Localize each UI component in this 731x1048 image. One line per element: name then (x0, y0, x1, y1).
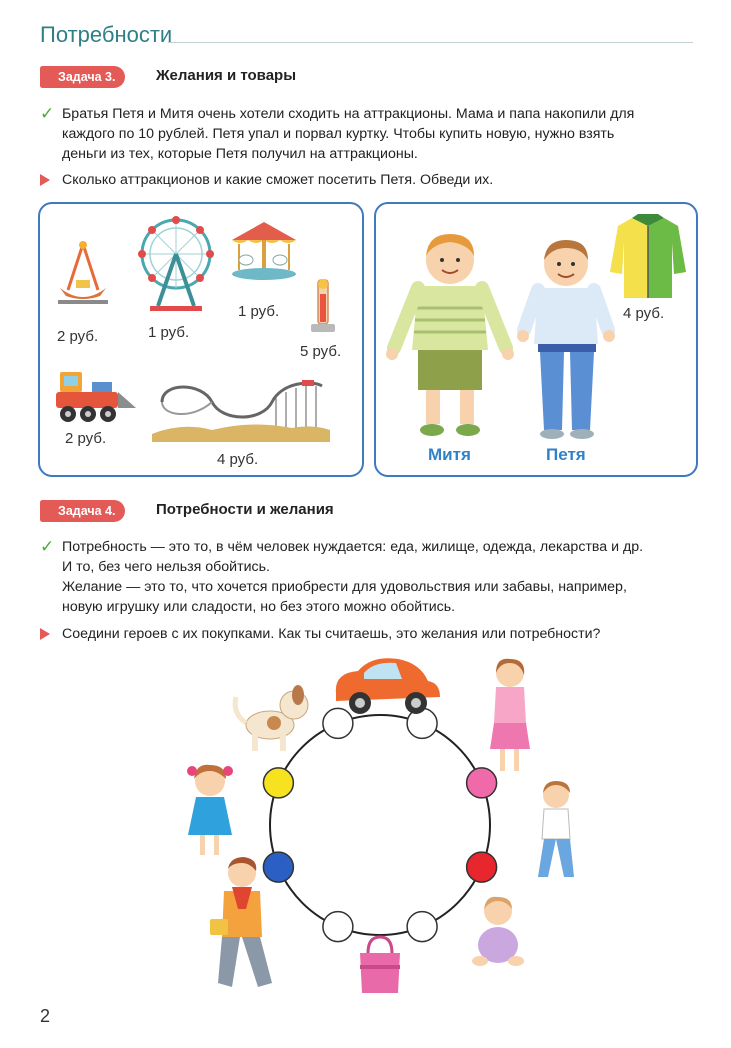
task3-text (62, 104, 702, 164)
page-number: 2 (40, 1006, 51, 1026)
task4-title: Потребности и желания (156, 501, 334, 518)
task3-text-line: каждого по 10 рублей. Петя упал и порвал куртку. Чтобы купить новую, нужно взять (62, 126, 615, 142)
matching-diagram (160, 645, 640, 1005)
task3-text-line: Братья Петя и Митя очень хотели сходить на аттракционы. Мама и папа накопили для (62, 106, 635, 122)
matching-ring (270, 715, 490, 935)
toy-car-icon (336, 658, 440, 714)
pirate-ship-ride-icon (54, 240, 112, 306)
boys-panel (374, 202, 698, 477)
dog-icon (235, 685, 308, 751)
ring-dot[interactable] (467, 768, 497, 798)
handbag-icon (360, 937, 400, 993)
boy-name-mitya: Митя (428, 445, 471, 464)
toy-train-icon (52, 368, 142, 424)
ferris-wheel-icon (136, 214, 216, 314)
baby-icon (472, 897, 524, 966)
task3-instruction: Сколько аттракционов и какие сможет посетить Петя. Обведи их. (62, 172, 494, 188)
task3-badge: Задача 3. (40, 66, 125, 88)
ring-dot[interactable] (407, 912, 437, 942)
task4-text-line: Желание — это то, что хочется приобрести для удовольствия или забавы, например, (62, 579, 627, 595)
task4-text-line: И то, без чего нельзя обойтись. (62, 559, 270, 575)
task4-instruction: Соедини героев с их покупками. Как ты считаешь, это желания или потребности? (62, 626, 601, 642)
attractions-panel (38, 202, 364, 477)
ring-dot[interactable] (263, 768, 293, 798)
task4-text-line: Потребность — это то, в чём человек нуждается: еда, жилище, одежда, лекарства и др. (62, 539, 644, 555)
attraction-price: 1 руб. (148, 324, 190, 341)
woman-icon (490, 659, 530, 771)
arrow-icon (40, 174, 50, 186)
attraction-price: 1 руб. (238, 303, 280, 320)
task4-badge: Задача 4. (40, 500, 125, 522)
task3-text-line: деньги из тех, которые Петя получил на аттракционы. (62, 146, 418, 162)
arrow-icon (40, 628, 50, 640)
ring-dot[interactable] (323, 708, 353, 738)
boy-name-petya: Петя (546, 445, 586, 464)
roller-coaster-icon (152, 372, 330, 442)
attraction-price: 2 руб. (57, 328, 99, 345)
page-title: Потребности (40, 22, 173, 47)
boy-icon (538, 781, 574, 877)
task4-text (62, 537, 702, 617)
task3-title: Желания и товары (156, 67, 297, 84)
ring-dot[interactable] (323, 912, 353, 942)
task4-text-line: новую игрушку или сладости, но без этого можно обойтись. (62, 599, 456, 615)
girl-icon (187, 765, 233, 855)
ring-dot[interactable] (263, 852, 293, 882)
man-icon (210, 857, 272, 987)
header-divider (168, 42, 693, 43)
attraction-price: 4 руб. (217, 451, 259, 468)
carousel-icon (228, 218, 300, 282)
mitya-boy-illustration (382, 228, 518, 440)
check-icon: ✓ (40, 537, 55, 556)
attraction-price: 5 руб. (300, 343, 342, 360)
strength-tester-icon (308, 278, 338, 334)
jacket-price: 4 руб. (623, 305, 665, 322)
attraction-price: 2 руб. (65, 430, 107, 447)
ring-dot[interactable] (467, 852, 497, 882)
petya-boy-illustration (512, 234, 622, 440)
check-icon: ✓ (40, 104, 55, 123)
jacket-icon (608, 212, 688, 302)
